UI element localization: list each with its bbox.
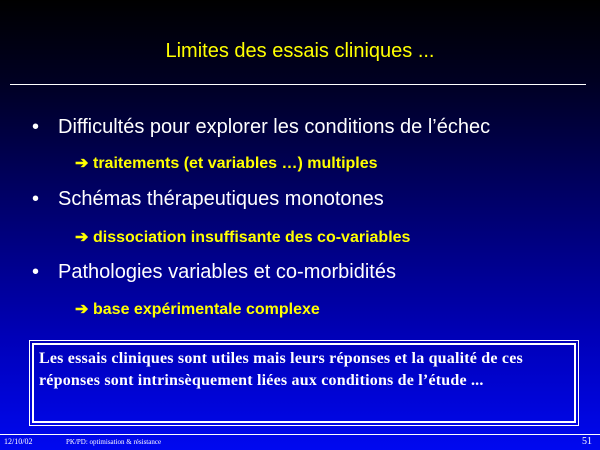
arrow-right-icon: ➔ <box>75 301 89 318</box>
sub-item <box>75 299 320 319</box>
footer-divider <box>0 434 600 435</box>
bullet-text: Difficultés pour explorer les conditions de l’échec <box>58 116 491 138</box>
footer-title: PK/PD: optimisation & résistance <box>66 438 162 446</box>
arrow-right-icon: ➔ <box>75 155 89 172</box>
title-divider <box>10 84 586 85</box>
bullet-icon: • <box>32 261 40 283</box>
sub-text: base expérimentale complexe <box>93 301 320 318</box>
bullet-text: Pathologies variables et co-morbidités <box>58 261 396 283</box>
slide-title: Limites des essais cliniques ... <box>165 40 435 62</box>
footer-date: 12/10/02 <box>4 437 33 446</box>
page-number: 51 <box>582 436 592 447</box>
note-text: Les essais cliniques sont utiles mais leurs réponses et la qualité de ces réponses sont intrinsèquement liées aux conditions de l’étude ... <box>32 343 576 423</box>
sub-item <box>75 227 410 247</box>
bullet-icon: • <box>32 116 40 138</box>
sub-text: dissociation insuffisante des co-variables <box>93 229 411 246</box>
bullet-item <box>32 261 396 284</box>
bullet-item <box>32 116 490 139</box>
bullet-icon: • <box>32 188 40 210</box>
bullet-item <box>32 188 384 211</box>
bullet-text: Schémas thérapeutiques monotones <box>58 188 384 210</box>
sub-text: traitements (et variables …) multiples <box>93 155 378 172</box>
arrow-right-icon: ➔ <box>75 229 89 246</box>
sub-item <box>75 153 378 173</box>
note-box <box>29 340 579 426</box>
